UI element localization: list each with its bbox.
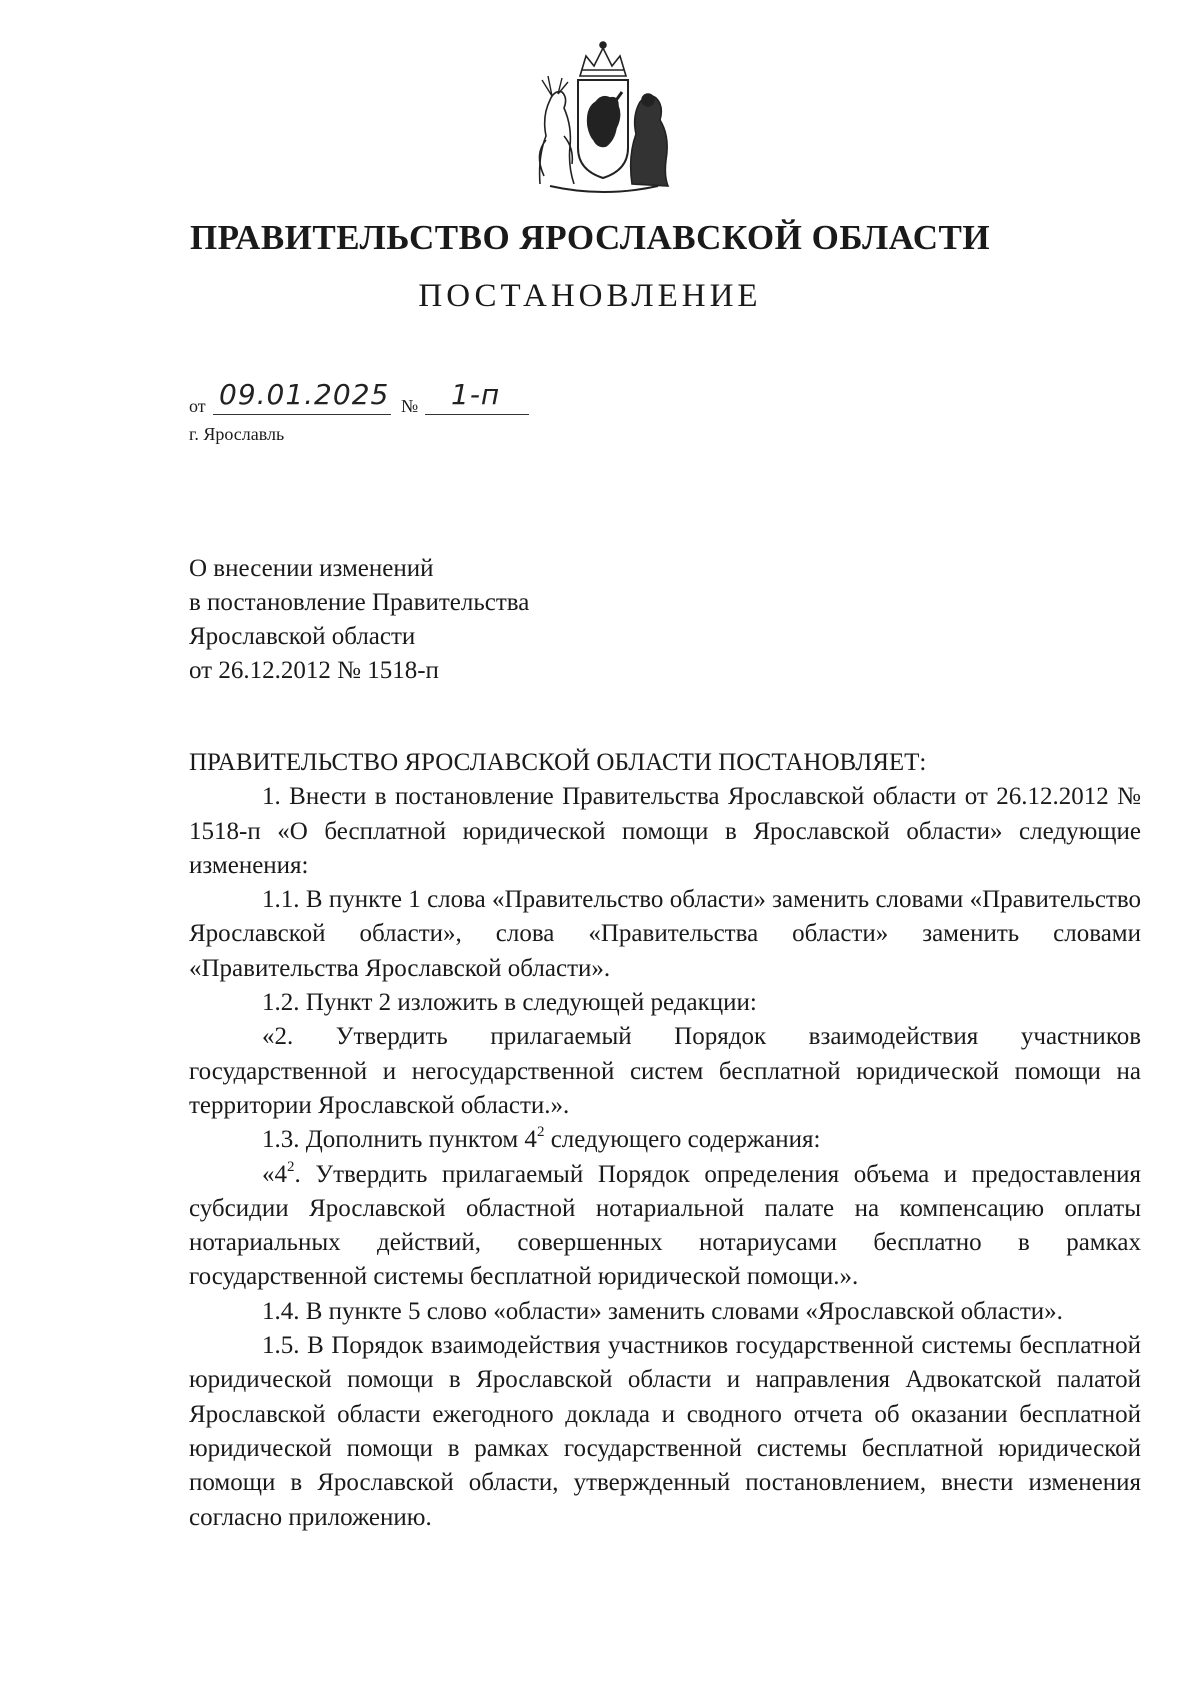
government-name: ПРАВИТЕЛЬСТВО ЯРОСЛАВСКОЙ ОБЛАСТИ bbox=[189, 218, 991, 257]
number-underline bbox=[425, 414, 529, 415]
paragraph-1-3 bbox=[189, 1123, 1141, 1157]
quote-text: . Утвердить прилагаемый Порядок определения объема и предоставления субсидии Ярославской областной нотариальной палате на компенсацию оплаты нотариальных действий, совершенных нотариусами бесплатно в рамках государственной системы бесплатной юридической помощи.». bbox=[189, 1160, 1141, 1291]
document-requisites bbox=[189, 378, 569, 424]
coat-of-arms-icon bbox=[528, 36, 678, 196]
paragraph-1-4: 1.4. В пункте 5 слово «области» заменить словами «Ярославской области». bbox=[262, 1297, 1063, 1325]
paragraph-1-2: 1.2. Пункт 2 изложить в следующей редакции: bbox=[262, 989, 757, 1017]
paragraph-1-3-text: 1.3. Дополнить пунктом 4 bbox=[262, 1126, 537, 1154]
date-label: от bbox=[189, 396, 206, 416]
paragraph-1-2-quote: «2. Утвердить прилагаемый Порядок взаимодействия участников государственной и негосударственной систем бесплатной юридической помощи на территории Ярославской области.». bbox=[189, 1023, 1141, 1119]
superscript: 2 bbox=[536, 1124, 545, 1141]
document-body bbox=[189, 746, 1141, 1535]
decree-statement: ПРАВИТЕЛЬСТВО ЯРОСЛАВСКОЙ ОБЛАСТИ ПОСТАНОВЛЯЕТ: bbox=[189, 749, 927, 776]
quote-start: «4 bbox=[262, 1160, 287, 1188]
subject-line: от 26.12.2012 № 1518-п bbox=[189, 657, 439, 684]
number-label: № bbox=[401, 396, 419, 416]
superscript: 2 bbox=[287, 1158, 295, 1175]
date-underline bbox=[213, 414, 391, 415]
subject-line: О внесении изменений bbox=[189, 555, 434, 582]
date-value: 09.01.2025 bbox=[219, 378, 390, 411]
paragraph-1: 1. Внести в постановление Правительства Ярославской области от 26.12.2012 № 1518-п «О бесплатной юридической помощи в Ярославской области» следующие изменения: bbox=[189, 783, 1141, 879]
subject-line: Ярославской области bbox=[189, 623, 416, 650]
number-value: 1-п bbox=[451, 378, 501, 411]
paragraph-1-3-quote bbox=[189, 1158, 1141, 1295]
document-subject bbox=[189, 552, 529, 688]
paragraph-1-1: 1.1. В пункте 1 слова «Правительство области» заменить словами «Правительство Ярославской области», слова «Правительства области» заменить словами «Правительства Ярославской области». bbox=[189, 886, 1141, 982]
paragraph-1-5: 1.5. В Порядок взаимодействия участников государственной системы бесплатной юридической помощи в Ярославской области и направления Адвокатской палатой Ярославской области ежегодного доклада и сводного отчета об оказании бесплатной юридической помощи в рамках государственной системы бесплатной юридической помощи в Ярославской области, утвержденный постановлением, внести изменения согласно приложению. bbox=[189, 1332, 1141, 1531]
subject-line: в постановление Правительства bbox=[189, 589, 530, 616]
city: г. Ярославль bbox=[189, 424, 285, 444]
document-type: ПОСТАНОВЛЕНИЕ bbox=[418, 278, 762, 314]
paragraph-1-3-text-end: следующего содержания: bbox=[544, 1126, 821, 1154]
